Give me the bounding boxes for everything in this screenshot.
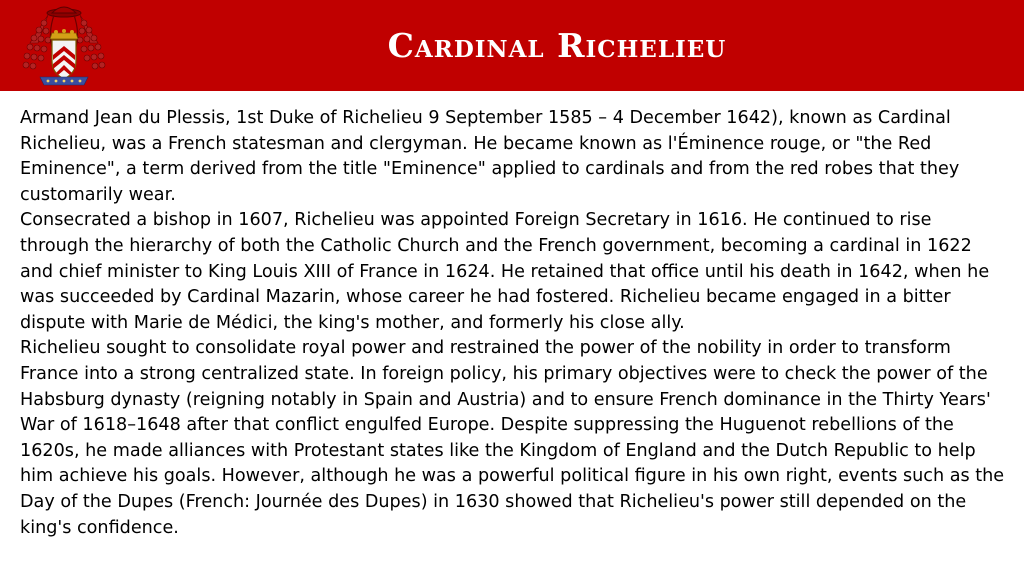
page-title: Cardinal Richelieu bbox=[387, 26, 727, 65]
paragraph: Consecrated a bishop in 1607, Richelieu was appointed Foreign Secretary in 1616. He continued to rise through the hierarchy of both the Catholic Church and the French government, becoming a cardinal in 1622 and chief minister to King Louis XIII of France in 1624. He retained that office until his death in 1642, when he was succeeded by Cardinal Mazarin, whose career he had fostered. Richelieu became engaged in a bitter dispute with Marie de Médici, the king's mother, and formerly his close ally. bbox=[20, 210, 990, 333]
body-text bbox=[20, 106, 1005, 541]
paragraph: Richelieu sought to consolidate royal power and restrained the power of the nobility in order to transform France into a strong centralized state. In foreign policy, his primary objectives were to check the power of the Habsburg dynasty (reigning notably in Spain and Austria) and to ensure French dominance in the Thirty Years' War of 1618–1648 after that conflict engulfed Europe. Despite suppressing the Huguenot rebellions of the 1620s, he made alliances with Protestant states like the Kingdom of England and the Dutch Republic to help him achieve his goals. However, although he was a powerful political figure in his own right, events such as the Day of the Dupes (French: Journée des Dupes) in 1630 showed that Richelieu's power still depended on the king's confidence. bbox=[20, 338, 1005, 538]
header-bar bbox=[0, 0, 1024, 91]
coat-of-arms-icon bbox=[18, 3, 110, 89]
paragraph: Armand Jean du Plessis, 1st Duke of Richelieu 9 September 1585 – 4 December 1642), known as Cardinal Richelieu, was a French statesman and clergyman. He became known as l'Éminence rouge, or "the Red Eminence", a term derived from the title "Eminence" applied to cardinals and from the red robes that they customarily wear. bbox=[20, 108, 960, 205]
